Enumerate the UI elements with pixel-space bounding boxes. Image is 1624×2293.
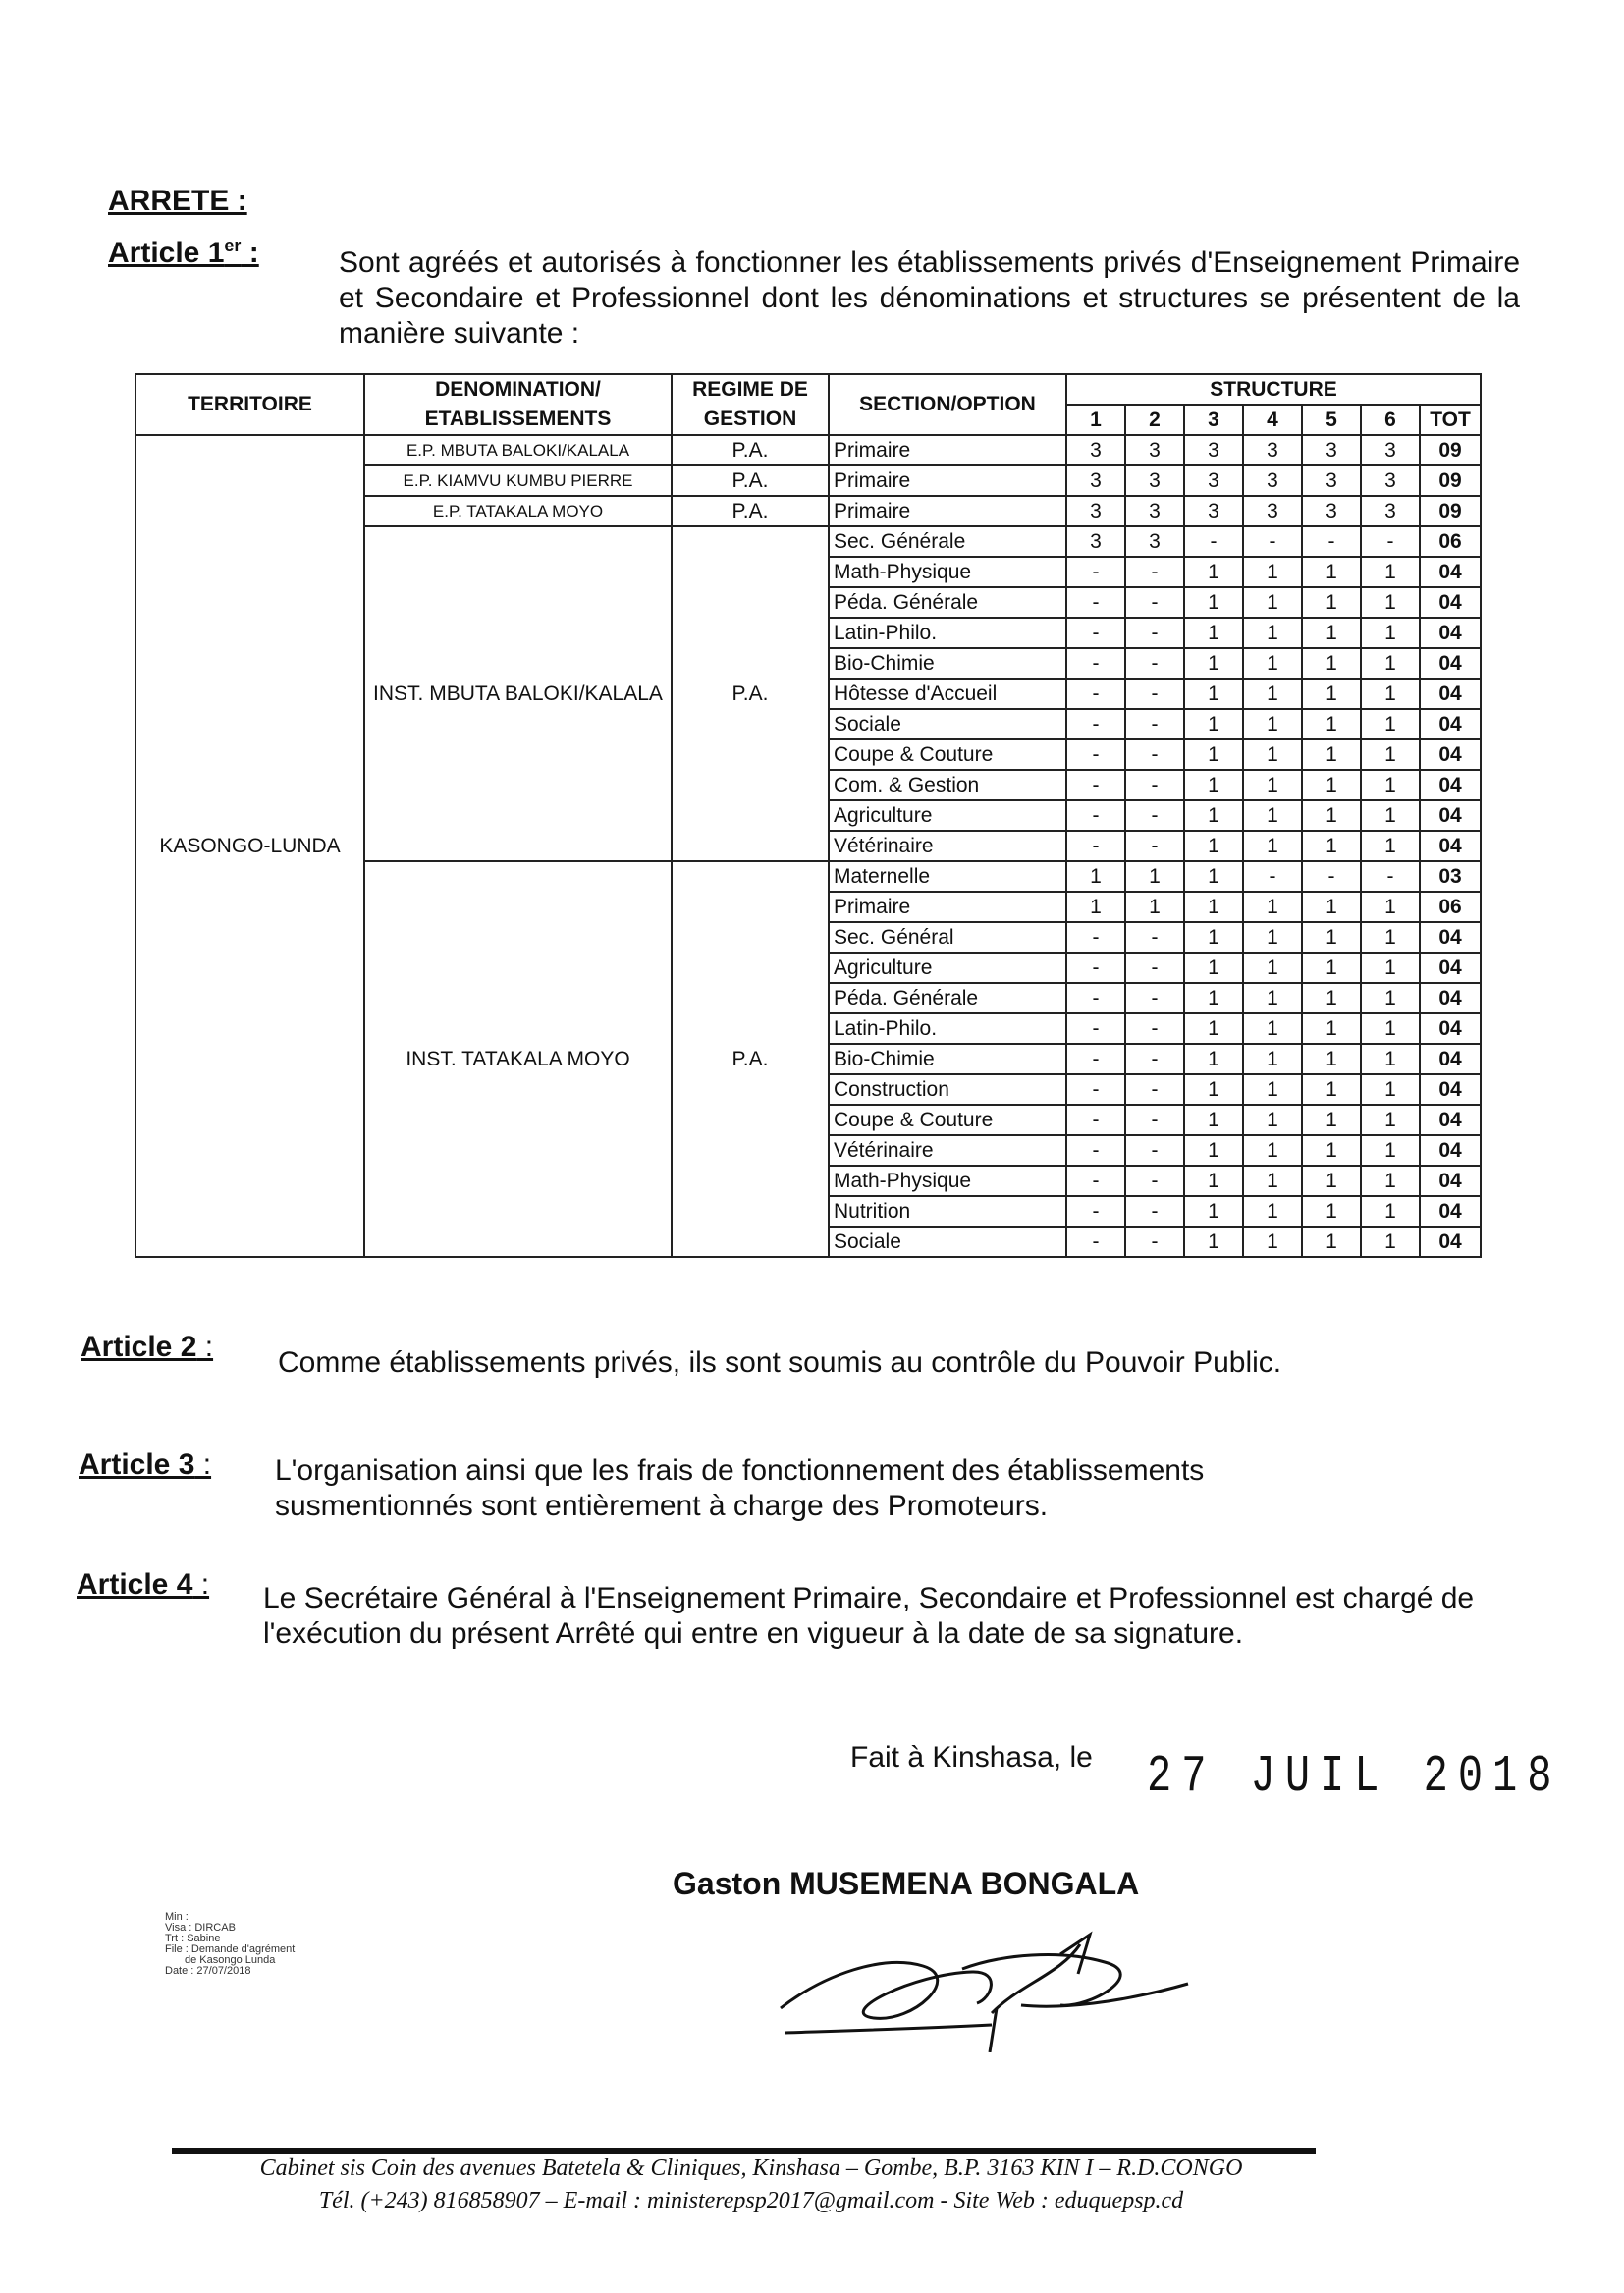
structure-cell: 3 bbox=[1302, 496, 1361, 526]
total-cell: 04 bbox=[1420, 953, 1481, 983]
structure-cell: 1 bbox=[1361, 1105, 1420, 1135]
structure-cell: 3 bbox=[1361, 435, 1420, 465]
structure-cell: - bbox=[1066, 1074, 1125, 1105]
structure-cell: - bbox=[1066, 557, 1125, 587]
total-cell: 09 bbox=[1420, 496, 1481, 526]
article-1-label-colon: : bbox=[241, 237, 259, 269]
structure-cell: 1 bbox=[1361, 1227, 1420, 1257]
section-cell: Latin-Philo. bbox=[829, 1013, 1066, 1044]
total-cell: 04 bbox=[1420, 983, 1481, 1013]
structure-cell: 1 bbox=[1302, 587, 1361, 618]
structure-cell: 1 bbox=[1184, 953, 1243, 983]
structure-cell: 1 bbox=[1184, 922, 1243, 953]
routing-note: File : Demande d'agrément bbox=[165, 1943, 296, 1955]
structure-cell: 1 bbox=[1184, 1044, 1243, 1074]
structure-cell: - bbox=[1125, 648, 1184, 679]
total-cell: 09 bbox=[1420, 465, 1481, 496]
structure-cell: - bbox=[1125, 983, 1184, 1013]
structure-cell: 3 bbox=[1361, 465, 1420, 496]
regime-cell: P.A. bbox=[672, 465, 829, 496]
structure-cell: - bbox=[1125, 1044, 1184, 1074]
article-1-label bbox=[108, 236, 259, 270]
structure-cell: 1 bbox=[1184, 892, 1243, 922]
article-3-text: L'organisation ainsi que les frais de fonctionnement des établissements susmentionnés sont entièrement à charge des Promoteurs. bbox=[275, 1454, 1205, 1522]
total-cell: 04 bbox=[1420, 1074, 1481, 1105]
total-cell: 04 bbox=[1420, 1227, 1481, 1257]
structure-cell: 1 bbox=[1184, 648, 1243, 679]
structure-cell: - bbox=[1066, 709, 1125, 739]
structure-cell: - bbox=[1066, 1105, 1125, 1135]
total-cell: 04 bbox=[1420, 1013, 1481, 1044]
routing-note: Min : bbox=[165, 1911, 189, 1923]
section-cell: Agriculture bbox=[829, 953, 1066, 983]
structure-cell: - bbox=[1125, 800, 1184, 831]
structure-cell: 1 bbox=[1243, 1166, 1302, 1196]
structure-cell: 1 bbox=[1302, 648, 1361, 679]
section-cell: Sec. Général bbox=[829, 922, 1066, 953]
total-cell: 04 bbox=[1420, 1196, 1481, 1227]
section-cell: Sec. Générale bbox=[829, 526, 1066, 557]
structure-cell: 1 bbox=[1361, 1044, 1420, 1074]
routing-note: de Kasongo Lunda bbox=[185, 1954, 276, 1966]
section-cell: Construction bbox=[829, 1074, 1066, 1105]
total-cell: 04 bbox=[1420, 800, 1481, 831]
structure-cell: 3 bbox=[1066, 496, 1125, 526]
structure-cell: 1 bbox=[1361, 800, 1420, 831]
structure-cell: 1 bbox=[1361, 922, 1420, 953]
structure-cell: 1 bbox=[1361, 557, 1420, 587]
section-cell: Math-Physique bbox=[829, 1166, 1066, 1196]
structure-cell: 1 bbox=[1302, 1074, 1361, 1105]
article-1-text: Sont agréés et autorisés à fonctionner les établissements privés d'Enseignement Primaire et Secondaire et Professionnel dont les dénominations et structures se présentent de la manière suivante : bbox=[339, 246, 1520, 350]
establishment-cell: E.P. KIAMVU KUMBU PIERRE bbox=[364, 465, 672, 496]
structure-cell: 1 bbox=[1184, 557, 1243, 587]
structure-cell: 1 bbox=[1302, 1166, 1361, 1196]
routing-note: Trt : Sabine bbox=[165, 1933, 221, 1944]
structure-cell: - bbox=[1066, 953, 1125, 983]
structure-cell: 1 bbox=[1243, 557, 1302, 587]
section-cell: Hôtesse d'Accueil bbox=[829, 679, 1066, 709]
section-cell: Vétérinaire bbox=[829, 1135, 1066, 1166]
structure-cell: - bbox=[1066, 1013, 1125, 1044]
structure-cell: - bbox=[1243, 861, 1302, 892]
structure-cell: - bbox=[1243, 526, 1302, 557]
structure-cell: 3 bbox=[1066, 465, 1125, 496]
structure-cell: 1 bbox=[1361, 983, 1420, 1013]
section-cell: Vétérinaire bbox=[829, 831, 1066, 861]
structure-cell: 1 bbox=[1243, 1227, 1302, 1257]
structure-cell: - bbox=[1125, 1105, 1184, 1135]
structure-cell: 1 bbox=[1184, 709, 1243, 739]
header-level: 1 bbox=[1066, 405, 1125, 435]
structure-cell: - bbox=[1066, 739, 1125, 770]
structure-cell: 1 bbox=[1125, 861, 1184, 892]
structure-cell: - bbox=[1125, 587, 1184, 618]
structure-cell: - bbox=[1125, 739, 1184, 770]
establishment-cell: E.P. MBUTA BALOKI/KALALA bbox=[364, 435, 672, 465]
structure-cell: 1 bbox=[1184, 1227, 1243, 1257]
structure-cell: 1 bbox=[1302, 1196, 1361, 1227]
structure-cell: 1 bbox=[1184, 739, 1243, 770]
structure-cell: - bbox=[1184, 526, 1243, 557]
header-regime: REGIME DE GESTION bbox=[672, 374, 829, 435]
structure-cell: 1 bbox=[1243, 1196, 1302, 1227]
total-cell: 04 bbox=[1420, 1105, 1481, 1135]
structure-cell: 1 bbox=[1243, 1074, 1302, 1105]
structure-cell: 1 bbox=[1184, 861, 1243, 892]
structure-cell: 1 bbox=[1302, 831, 1361, 861]
structure-cell: 1 bbox=[1361, 1013, 1420, 1044]
article-3-label: Article 3 : bbox=[79, 1448, 212, 1481]
structure-cell: 1 bbox=[1361, 770, 1420, 800]
structure-cell: 1 bbox=[1302, 770, 1361, 800]
total-cell: 04 bbox=[1420, 648, 1481, 679]
structure-cell: 1 bbox=[1125, 892, 1184, 922]
section-cell: Com. & Gestion bbox=[829, 770, 1066, 800]
structure-table bbox=[135, 373, 1482, 1258]
structure-cell: 3 bbox=[1302, 435, 1361, 465]
structure-cell: - bbox=[1125, 1135, 1184, 1166]
structure-cell: 1 bbox=[1302, 1135, 1361, 1166]
total-cell: 04 bbox=[1420, 831, 1481, 861]
structure-cell: 1 bbox=[1243, 922, 1302, 953]
structure-cell: 1 bbox=[1184, 983, 1243, 1013]
header-level: 5 bbox=[1302, 405, 1361, 435]
structure-cell: 3 bbox=[1125, 465, 1184, 496]
structure-cell: 3 bbox=[1184, 435, 1243, 465]
structure-cell: 1 bbox=[1302, 983, 1361, 1013]
structure-cell: 3 bbox=[1243, 496, 1302, 526]
section-cell: Coupe & Couture bbox=[829, 1105, 1066, 1135]
territory-cell: KASONGO-LUNDA bbox=[135, 435, 364, 1257]
structure-cell: - bbox=[1066, 922, 1125, 953]
structure-cell: 1 bbox=[1361, 739, 1420, 770]
total-cell: 04 bbox=[1420, 557, 1481, 587]
structure-cell: 1 bbox=[1302, 1227, 1361, 1257]
structure-cell: 1 bbox=[1361, 831, 1420, 861]
signatory-name: Gaston MUSEMENA BONGALA bbox=[673, 1866, 1140, 1901]
structure-cell: 1 bbox=[1243, 983, 1302, 1013]
section-cell: Bio-Chimie bbox=[829, 648, 1066, 679]
structure-cell: 1 bbox=[1243, 648, 1302, 679]
structure-cell: - bbox=[1066, 770, 1125, 800]
article-1-label-main: Article 1 bbox=[108, 237, 225, 269]
regime-cell: P.A. bbox=[672, 526, 829, 861]
header-level: 6 bbox=[1361, 405, 1420, 435]
structure-cell: 1 bbox=[1302, 922, 1361, 953]
structure-cell: 1 bbox=[1361, 618, 1420, 648]
establishment-cell: E.P. TATAKALA MOYO bbox=[364, 496, 672, 526]
structure-cell: - bbox=[1066, 648, 1125, 679]
structure-cell: 3 bbox=[1184, 496, 1243, 526]
table-row bbox=[135, 435, 1481, 465]
total-cell: 04 bbox=[1420, 587, 1481, 618]
section-cell: Maternelle bbox=[829, 861, 1066, 892]
structure-cell: 1 bbox=[1184, 618, 1243, 648]
section-cell: Sociale bbox=[829, 1227, 1066, 1257]
routing-note: Date : 27/07/2018 bbox=[165, 1965, 251, 1977]
total-cell: 04 bbox=[1420, 739, 1481, 770]
section-cell: Péda. Générale bbox=[829, 983, 1066, 1013]
structure-cell: - bbox=[1125, 770, 1184, 800]
section-cell: Primaire bbox=[829, 892, 1066, 922]
structure-cell: 1 bbox=[1184, 1135, 1243, 1166]
structure-cell: - bbox=[1066, 618, 1125, 648]
section-cell: Latin-Philo. bbox=[829, 618, 1066, 648]
footer-contact: Tél. (+243) 816858907 – E-mail : ministerepsp2017@gmail.com - Site Web : eduquepsp.cd bbox=[318, 2188, 1184, 2213]
regime-cell: P.A. bbox=[672, 861, 829, 1257]
structure-cell: - bbox=[1125, 1196, 1184, 1227]
structure-cell: 1 bbox=[1184, 800, 1243, 831]
total-cell: 04 bbox=[1420, 1135, 1481, 1166]
structure-cell: - bbox=[1361, 526, 1420, 557]
article-2-label: Article 2 : bbox=[81, 1331, 214, 1363]
structure-cell: 1 bbox=[1184, 770, 1243, 800]
table-body bbox=[135, 435, 1481, 1257]
structure-cell: - bbox=[1125, 709, 1184, 739]
routing-note: Visa : DIRCAB bbox=[165, 1922, 236, 1934]
structure-cell: - bbox=[1066, 1166, 1125, 1196]
structure-cell: - bbox=[1125, 557, 1184, 587]
structure-cell: 1 bbox=[1243, 770, 1302, 800]
header-total: TOT bbox=[1420, 405, 1481, 435]
structure-cell: 1 bbox=[1184, 1196, 1243, 1227]
section-cell: Agriculture bbox=[829, 800, 1066, 831]
signature-place: Fait à Kinshasa, le bbox=[850, 1741, 1093, 1774]
total-cell: 04 bbox=[1420, 1166, 1481, 1196]
total-cell: 04 bbox=[1420, 709, 1481, 739]
handwritten-signature bbox=[766, 1915, 1276, 2052]
header-row bbox=[135, 374, 1481, 405]
structure-cell: 1 bbox=[1302, 618, 1361, 648]
structure-cell: 1 bbox=[1243, 587, 1302, 618]
structure-cell: 1 bbox=[1184, 1105, 1243, 1135]
article-4-label-text: Article 4 bbox=[77, 1568, 193, 1601]
structure-cell: 3 bbox=[1184, 465, 1243, 496]
structure-cell: 1 bbox=[1302, 892, 1361, 922]
structure-cell: 3 bbox=[1361, 496, 1420, 526]
structure-cell: 1 bbox=[1243, 1105, 1302, 1135]
structure-cell: - bbox=[1066, 1135, 1125, 1166]
structure-cell: 1 bbox=[1302, 1013, 1361, 1044]
structure-cell: 3 bbox=[1125, 496, 1184, 526]
regime-cell: P.A. bbox=[672, 496, 829, 526]
structure-cell: - bbox=[1066, 1227, 1125, 1257]
structure-cell: 1 bbox=[1361, 892, 1420, 922]
section-cell: Primaire bbox=[829, 496, 1066, 526]
routing-notes bbox=[165, 1912, 295, 1977]
header-territoire: TERRITOIRE bbox=[135, 374, 364, 435]
footer-divider bbox=[172, 2148, 1316, 2154]
structure-cell: - bbox=[1125, 1013, 1184, 1044]
section-cell: Péda. Générale bbox=[829, 587, 1066, 618]
structure-cell: 1 bbox=[1184, 1166, 1243, 1196]
arrete-heading: ARRETE : bbox=[108, 185, 247, 217]
section-cell: Math-Physique bbox=[829, 557, 1066, 587]
structure-cell: 3 bbox=[1125, 435, 1184, 465]
structure-cell: - bbox=[1066, 679, 1125, 709]
section-cell: Nutrition bbox=[829, 1196, 1066, 1227]
total-cell: 04 bbox=[1420, 922, 1481, 953]
structure-cell: - bbox=[1125, 679, 1184, 709]
total-cell: 04 bbox=[1420, 618, 1481, 648]
section-cell: Primaire bbox=[829, 465, 1066, 496]
total-cell: 09 bbox=[1420, 435, 1481, 465]
article-4-label: Article 4 : bbox=[77, 1568, 210, 1601]
structure-cell: 1 bbox=[1184, 1013, 1243, 1044]
structure-cell: 1 bbox=[1066, 892, 1125, 922]
structure-cell: 1 bbox=[1184, 1074, 1243, 1105]
structure-cell: 1 bbox=[1243, 953, 1302, 983]
structure-cell: - bbox=[1125, 1227, 1184, 1257]
structure-cell: 1 bbox=[1361, 1135, 1420, 1166]
section-cell: Coupe & Couture bbox=[829, 739, 1066, 770]
structure-cell: 1 bbox=[1243, 679, 1302, 709]
article-1-label-sup: er bbox=[224, 236, 242, 255]
date-stamp: 27 JUIL 2018 bbox=[1147, 1747, 1562, 1806]
structure-cell: - bbox=[1302, 861, 1361, 892]
structure-cell: 1 bbox=[1243, 892, 1302, 922]
structure-cell: 3 bbox=[1302, 465, 1361, 496]
structure-cell: 3 bbox=[1243, 465, 1302, 496]
section-cell: Primaire bbox=[829, 435, 1066, 465]
structure-cell: 1 bbox=[1302, 679, 1361, 709]
structure-cell: 1 bbox=[1243, 1013, 1302, 1044]
structure-cell: - bbox=[1066, 1196, 1125, 1227]
structure-cell: 1 bbox=[1361, 648, 1420, 679]
article-2-text: Comme établissements privés, ils sont soumis au contrôle du Pouvoir Public. bbox=[278, 1346, 1282, 1379]
structure-cell: 1 bbox=[1184, 831, 1243, 861]
structure-cell: - bbox=[1066, 831, 1125, 861]
structure-cell: - bbox=[1302, 526, 1361, 557]
header-structure: STRUCTURE bbox=[1066, 374, 1481, 405]
structure-cell: - bbox=[1066, 587, 1125, 618]
article-2-label-text: Article 2 bbox=[81, 1331, 197, 1363]
structure-cell: 1 bbox=[1361, 1196, 1420, 1227]
section-cell: Bio-Chimie bbox=[829, 1044, 1066, 1074]
footer-address: Cabinet sis Coin des avenues Batetela & Cliniques, Kinshasa – Gombe, B.P. 3163 KIN I – R.D.CONGO bbox=[259, 2156, 1243, 2181]
structure-cell: 1 bbox=[1243, 1044, 1302, 1074]
structure-cell: 1 bbox=[1302, 953, 1361, 983]
structure-cell: - bbox=[1125, 953, 1184, 983]
total-cell: 04 bbox=[1420, 679, 1481, 709]
structure-cell: 1 bbox=[1302, 739, 1361, 770]
section-cell: Sociale bbox=[829, 709, 1066, 739]
total-cell: 03 bbox=[1420, 861, 1481, 892]
structure-cell: 3 bbox=[1243, 435, 1302, 465]
structure-cell: 3 bbox=[1125, 526, 1184, 557]
structure-cell: 1 bbox=[1302, 709, 1361, 739]
article-3-label-text: Article 3 bbox=[79, 1448, 195, 1481]
structure-cell: - bbox=[1125, 1166, 1184, 1196]
article-4-text: Le Secrétaire Général à l'Enseignement Primaire, Secondaire et Professionnel est chargé de l'exécution du présent Arrêté qui entre en vigueur à la date de sa signature. bbox=[263, 1582, 1475, 1650]
structure-cell: - bbox=[1125, 831, 1184, 861]
header-denomination: DENOMINATION/ ETABLISSEMENTS bbox=[364, 374, 672, 435]
total-cell: 06 bbox=[1420, 526, 1481, 557]
structure-cell: 1 bbox=[1361, 1166, 1420, 1196]
structure-cell: 1 bbox=[1184, 679, 1243, 709]
total-cell: 06 bbox=[1420, 892, 1481, 922]
header-section: SECTION/OPTION bbox=[829, 374, 1066, 435]
total-cell: 04 bbox=[1420, 770, 1481, 800]
structure-cell: 1 bbox=[1243, 831, 1302, 861]
header-level: 3 bbox=[1184, 405, 1243, 435]
structure-cell: - bbox=[1066, 983, 1125, 1013]
structure-cell: 1 bbox=[1184, 587, 1243, 618]
structure-cell: - bbox=[1066, 800, 1125, 831]
structure-cell: - bbox=[1066, 1044, 1125, 1074]
establishment-cell: INST. TATAKALA MOYO bbox=[364, 861, 672, 1257]
regime-cell: P.A. bbox=[672, 435, 829, 465]
header-level: 4 bbox=[1243, 405, 1302, 435]
header-level: 2 bbox=[1125, 405, 1184, 435]
structure-cell: - bbox=[1361, 861, 1420, 892]
structure-cell: 1 bbox=[1066, 861, 1125, 892]
structure-cell: 1 bbox=[1243, 618, 1302, 648]
structure-cell: 1 bbox=[1361, 709, 1420, 739]
structure-cell: 1 bbox=[1243, 800, 1302, 831]
total-cell: 04 bbox=[1420, 1044, 1481, 1074]
structure-cell: 1 bbox=[1243, 1135, 1302, 1166]
structure-cell: 1 bbox=[1302, 557, 1361, 587]
structure-cell: 3 bbox=[1066, 435, 1125, 465]
structure-cell: 1 bbox=[1361, 953, 1420, 983]
structure-cell: 1 bbox=[1302, 800, 1361, 831]
structure-cell: 1 bbox=[1361, 679, 1420, 709]
structure-cell: 1 bbox=[1361, 1074, 1420, 1105]
structure-cell: 1 bbox=[1243, 739, 1302, 770]
structure-cell: 1 bbox=[1302, 1105, 1361, 1135]
structure-cell: - bbox=[1125, 922, 1184, 953]
structure-cell: 1 bbox=[1243, 709, 1302, 739]
structure-cell: - bbox=[1125, 618, 1184, 648]
structure-cell: 1 bbox=[1302, 1044, 1361, 1074]
establishment-cell: INST. MBUTA BALOKI/KALALA bbox=[364, 526, 672, 861]
structure-cell: - bbox=[1125, 1074, 1184, 1105]
structure-cell: 1 bbox=[1361, 587, 1420, 618]
structure-cell: 3 bbox=[1066, 526, 1125, 557]
